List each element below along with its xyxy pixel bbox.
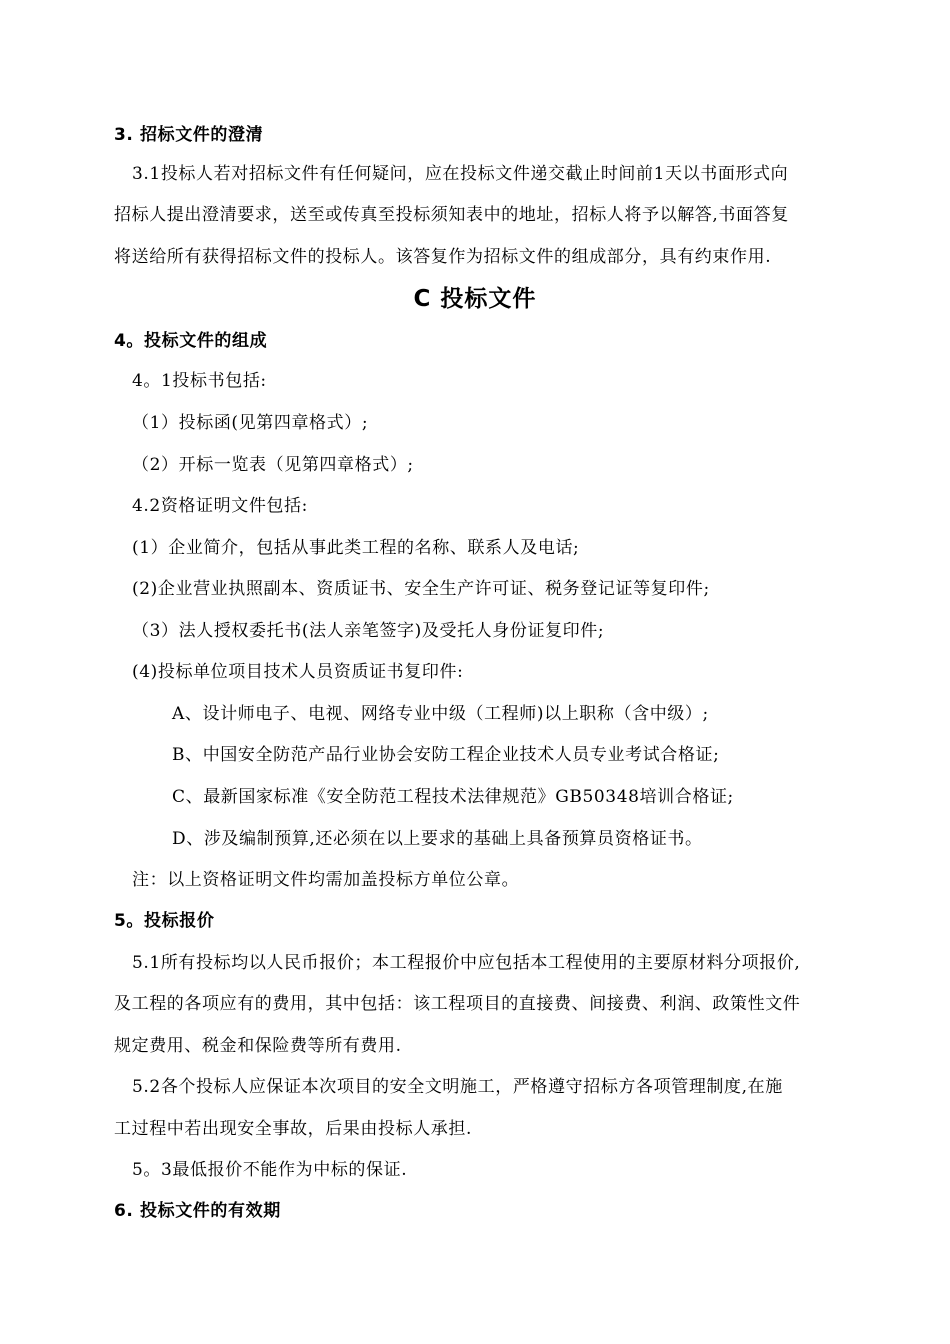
section-4-heading: 4。投标文件的组成	[114, 331, 268, 351]
item-4-2-4-c: C、最新国家标准《安全防范工程技术法律规范》GB50348培训合格证;	[172, 787, 734, 807]
item-4-2-4-b: B、中国安全防范产品行业协会安防工程企业技术人员专业考试合格证;	[172, 745, 720, 765]
item-4-1: 4。1投标书包括:	[132, 371, 267, 391]
item-4-2: 4.2资格证明文件包括:	[132, 496, 308, 516]
paragraph-5-1-line-2: 及工程的各项应有的费用，其中包括：该工程项目的直接费、间接费、利润、政策性文件	[114, 994, 801, 1014]
paragraph-5-2-line-2: 工过程中若出现安全事故，后果由投标人承担.	[114, 1119, 473, 1139]
section-c-title: C 投标文件	[413, 286, 537, 312]
item-4-1-2: （2）开标一览表（见第四章格式）;	[132, 455, 414, 475]
paragraph-5-2-line-1: 5.2各个投标人应保证本次项目的安全文明施工，严格遵守招标方各项管理制度,在施	[132, 1077, 783, 1097]
item-4-2-1: (1）企业简介，包括从事此类工程的名称、联系人及电话;	[132, 538, 580, 558]
item-4-2-4-a: A、设计师电子、电视、网络专业中级（工程师)以上职称（含中级）;	[172, 704, 709, 724]
section-6-heading: 6. 投标文件的有效期	[114, 1201, 281, 1221]
paragraph-5-1-line-3: 规定费用、税金和保险费等所有费用.	[114, 1036, 402, 1056]
item-4-2-2: (2)企业营业执照副本、资质证书、安全生产许可证、税务登记证等复印件;	[132, 579, 710, 599]
paragraph-5-1-line-1: 5.1所有投标均以人民币报价；本工程报价中应包括本工程使用的主要原材料分项报价,	[132, 953, 801, 973]
section-3-heading: 3. 招标文件的澄清	[114, 125, 264, 145]
section-5-heading: 5。投标报价	[114, 911, 215, 931]
section-4-note: 注：以上资格证明文件均需加盖投标方单位公章。	[132, 870, 520, 890]
item-4-1-1: （1）投标函(见第四章格式）;	[132, 413, 369, 433]
paragraph-5-3: 5。3最低报价不能作为中标的保证.	[132, 1160, 408, 1180]
item-4-2-4-d: D、涉及编制预算,还必须在以上要求的基础上具备预算员资格证书。	[172, 829, 703, 849]
paragraph-3-1-line-3: 将送给所有获得招标文件的投标人。该答复作为招标文件的组成部分，具有约束作用.	[114, 247, 772, 267]
paragraph-3-1-line-1: 3.1投标人若对招标文件有任何疑问，应在投标文件递交截止时间前1天以书面形式向	[132, 164, 789, 184]
paragraph-3-1-line-2: 招标人提出澄清要求，送至或传真至投标须知表中的地址，招标人将予以解答,书面答复	[114, 205, 789, 225]
item-4-2-3: （3）法人授权委托书(法人亲笔签字)及受托人身份证复印件;	[132, 621, 605, 641]
item-4-2-4: (4)投标单位项目技术人员资质证书复印件:	[132, 662, 464, 682]
